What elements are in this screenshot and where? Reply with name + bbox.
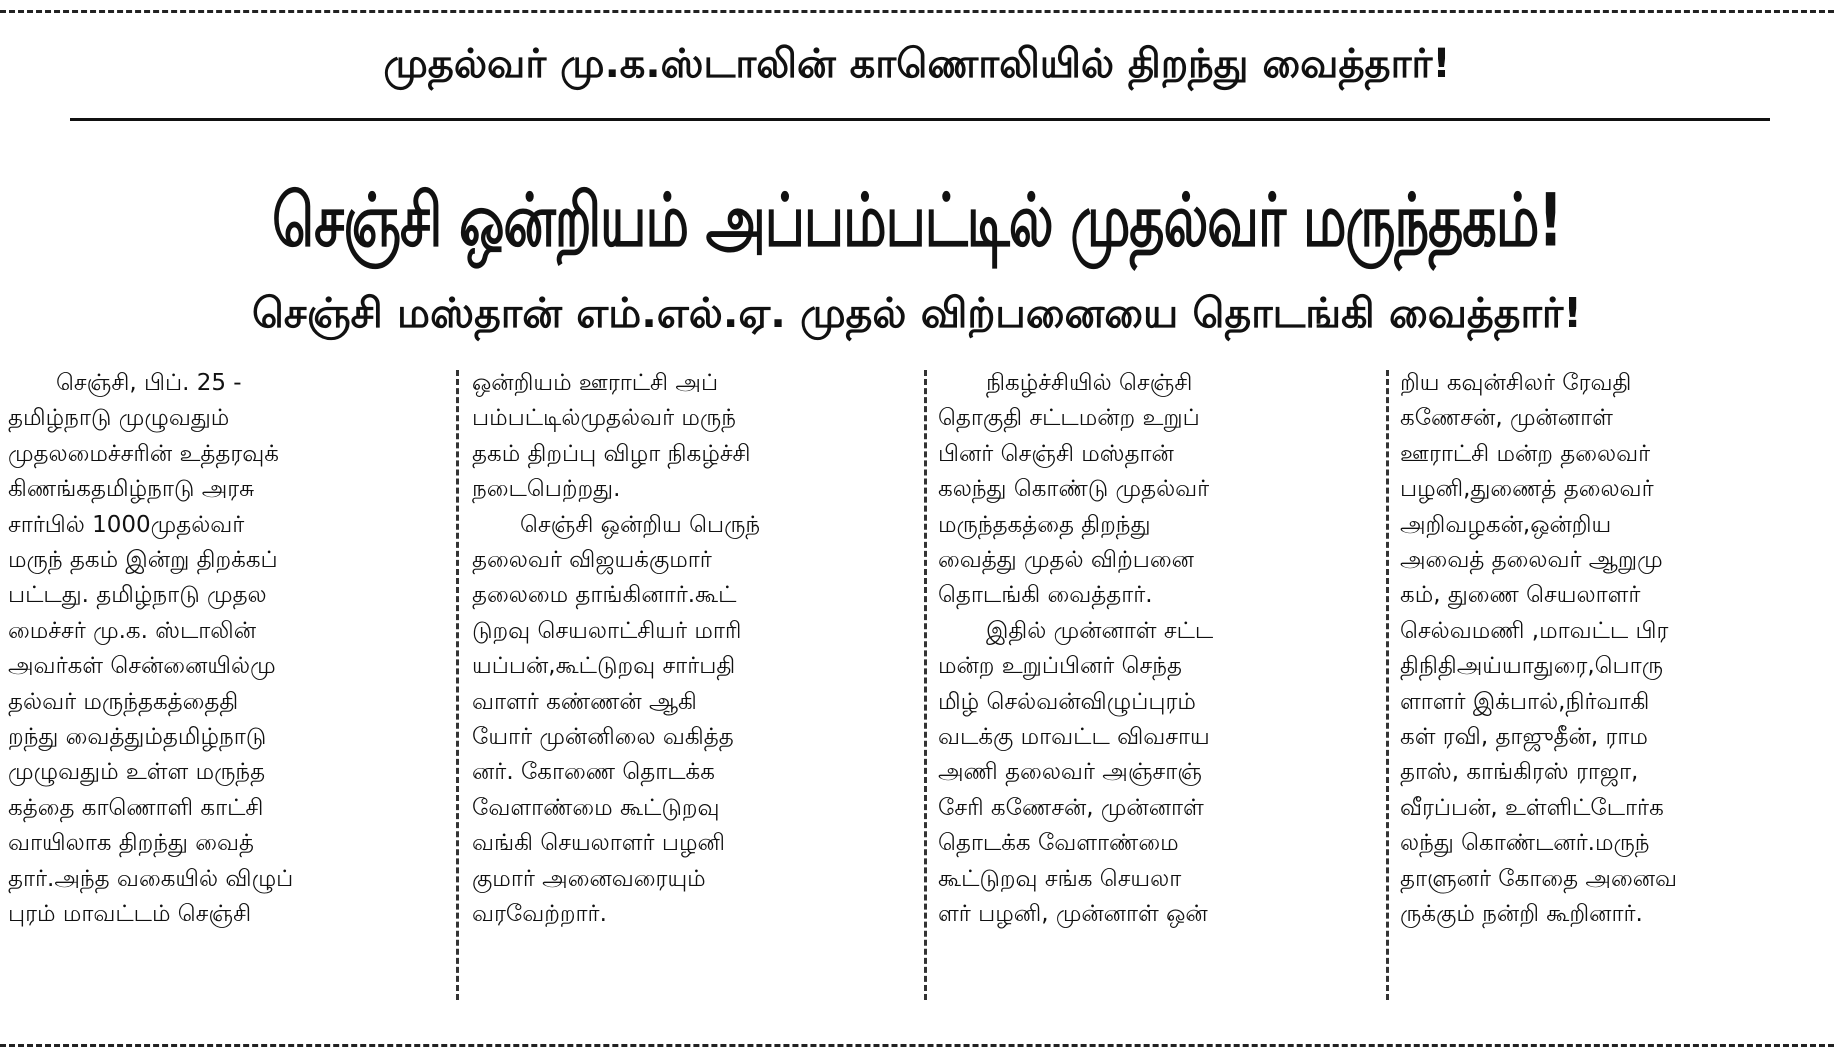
article-line: இதில் முன்னாள் சட்ட xyxy=(986,617,1214,644)
article-line: யோர் முன்னிலை வகித்த xyxy=(472,724,734,751)
article-line: புரம் மாவட்டம் செஞ்சி xyxy=(8,901,252,928)
article-line: ஒன்றியம் ஊராட்சி அப் xyxy=(472,370,719,396)
article-line: நடைபெற்றது. xyxy=(472,476,621,503)
article-line: ருக்கும் நன்றி கூறினார். xyxy=(1400,901,1643,928)
article-line: மருந்தகத்தை திறந்து xyxy=(938,511,1151,538)
headline-text: செஞ்சி மஸ்தான் எம்.எல்.ஏ. முதல் விற்பனையை தொடங்கி வைத்தார்! xyxy=(252,289,1582,337)
article-line: மன்ற உறுப்பினர் செந்த xyxy=(938,653,1182,680)
article-line: சேரி கணேசன், முன்னாள் xyxy=(938,794,1204,821)
article-line: னர். கோணை தொடக்க xyxy=(472,759,715,786)
article-column-4 xyxy=(1400,366,1832,933)
article-line: செஞ்சி ஒன்றிய பெருந் xyxy=(520,511,761,538)
article-line: ளர் பழனி, முன்னாள் ஒன் xyxy=(938,901,1208,928)
top-dashed-rule xyxy=(0,10,1834,13)
article-line: செஞ்சி, பிப். 25 - xyxy=(56,370,242,396)
article-line: வரவேற்றார். xyxy=(472,901,607,928)
kicker-underline xyxy=(70,118,1770,121)
article-line: வடக்கு மாவட்ட விவசாய xyxy=(938,724,1210,751)
article-body xyxy=(8,366,1826,1006)
article-line: தொகுதி சட்டமன்ற உறுப் xyxy=(938,405,1200,432)
article-line: அறிவழகன்,ஒன்றிய xyxy=(1400,511,1612,538)
article-line: பினர் செஞ்சி மஸ்தான் xyxy=(938,440,1174,467)
article-line: அவர்கள் சென்னையில்மு xyxy=(8,653,276,680)
article-line: கிணங்கதமிழ்நாடு அரசு xyxy=(8,476,255,503)
article-line: மிழ் செல்வன்விழுப்புரம் xyxy=(938,688,1196,715)
article-line: தலைவர் விஜயக்குமார் xyxy=(472,547,712,574)
article-line: கத்தை காணொளி காட்சி xyxy=(8,794,264,821)
headline-text: முதல்வர் மு.க.ஸ்டாலின் காணொலியில் திறந்து வைத்தார்! xyxy=(383,41,1451,87)
article-line: தாளுனர் கோதை அனைவ xyxy=(1400,865,1678,892)
article-line: அவைத் தலைவர் ஆறுமு xyxy=(1400,547,1663,574)
article-line: பழனி,துணைத் தலைவர் xyxy=(1400,476,1654,503)
article-line: கள் ரவி, தாஜுதீன், ராம xyxy=(1400,724,1648,751)
article-line: செல்வமணி ,மாவட்ட பிர xyxy=(1400,617,1669,644)
article-line: றிய கவுன்சிலர் ரேவதி xyxy=(1400,370,1632,396)
article-line: முழுவதும் உள்ள மருந்த xyxy=(8,759,266,786)
article-line: தாஸ், காங்கிரஸ் ராஜா, xyxy=(1400,759,1639,786)
kicker-headline xyxy=(60,34,1774,94)
article-column-1 xyxy=(8,366,440,933)
article-line: தமிழ்நாடு முழுவதும் xyxy=(8,405,230,432)
article-line: கூட்டுறவு சங்க செயலா xyxy=(938,865,1182,892)
article-line: தொடங்கி வைத்தார். xyxy=(938,582,1153,609)
article-line: வேளாண்மை கூட்டுறவு xyxy=(472,794,720,821)
article-line: நிகழ்ச்சியில் செஞ்சி xyxy=(986,370,1193,396)
article-line: வீரப்பன், உள்ளிட்டோர்க xyxy=(1400,794,1664,821)
article-column-3 xyxy=(938,366,1370,933)
article-column-2 xyxy=(472,366,904,933)
article-line: சார்பில் 1000முதல்வர் xyxy=(8,511,245,538)
article-line: வைத்து முதல் விற்பனை xyxy=(938,547,1194,574)
article-line: கம், துணை செயலாளர் xyxy=(1400,582,1641,609)
article-line: கணேசன், முன்னாள் xyxy=(1400,405,1613,432)
article-line: லந்து கொண்டனர்.மருந் xyxy=(1400,830,1650,857)
article-line: தல்வர் மருந்தகத்தைதி xyxy=(8,688,239,715)
article-line: தலைமை தாங்கினார்.கூட் xyxy=(472,582,737,609)
article-line: தகம் திறப்பு விழா நிகழ்ச்சி xyxy=(472,440,751,467)
column-divider xyxy=(456,370,459,1000)
column-divider xyxy=(924,370,927,1000)
article-line: திநிதிஅய்யாதுரை,பொரு xyxy=(1400,653,1664,680)
article-line: பம்பட்டில்முதல்வர் மருந் xyxy=(472,405,736,432)
headline-text: செஞ்சி ஒன்றியம் அப்பம்பட்டில் முதல்வர் மருந்தகம்! xyxy=(272,177,1562,263)
bottom-dashed-rule xyxy=(0,1044,1834,1047)
article-line: பட்டது. தமிழ்நாடு முதல xyxy=(8,582,267,609)
article-line: மைச்சர் மு.க. ஸ்டாலின் xyxy=(8,617,257,644)
article-line: கலந்து கொண்டு முதல்வர் xyxy=(938,476,1210,503)
article-line: வாளர் கண்ணன் ஆகி xyxy=(472,688,697,715)
article-line: டுறவு செயலாட்சியர் மாரி xyxy=(472,617,742,644)
article-line: ளாளர் இக்பால்,நிர்வாகி xyxy=(1400,688,1650,715)
article-line: தார்.அந்த வகையில் விழுப் xyxy=(8,865,294,892)
article-line: தொடக்க வேளாண்மை xyxy=(938,830,1179,857)
article-line: றந்து வைத்தும்தமிழ்நாடு xyxy=(8,724,267,751)
article-line: வாயிலாக திறந்து வைத் xyxy=(8,830,255,857)
article-line: குமார் அனைவரையும் xyxy=(472,865,706,892)
article-line: வங்கி செயலாளர் பழனி xyxy=(472,830,725,857)
article-line: அணி தலைவர் அஞ்சாஞ் xyxy=(938,759,1202,786)
article-line: யப்பன்,கூட்டுறவு சார்பதி xyxy=(472,653,736,680)
column-divider xyxy=(1386,370,1389,1000)
article-line: ஊராட்சி மன்ற தலைவர் xyxy=(1400,440,1651,467)
article-line: முதலமைச்சரின் உத்தரவுக் xyxy=(8,440,279,467)
article-line: மருந் தகம் இன்று திறக்கப் xyxy=(8,547,278,574)
sub-headline xyxy=(0,278,1834,348)
